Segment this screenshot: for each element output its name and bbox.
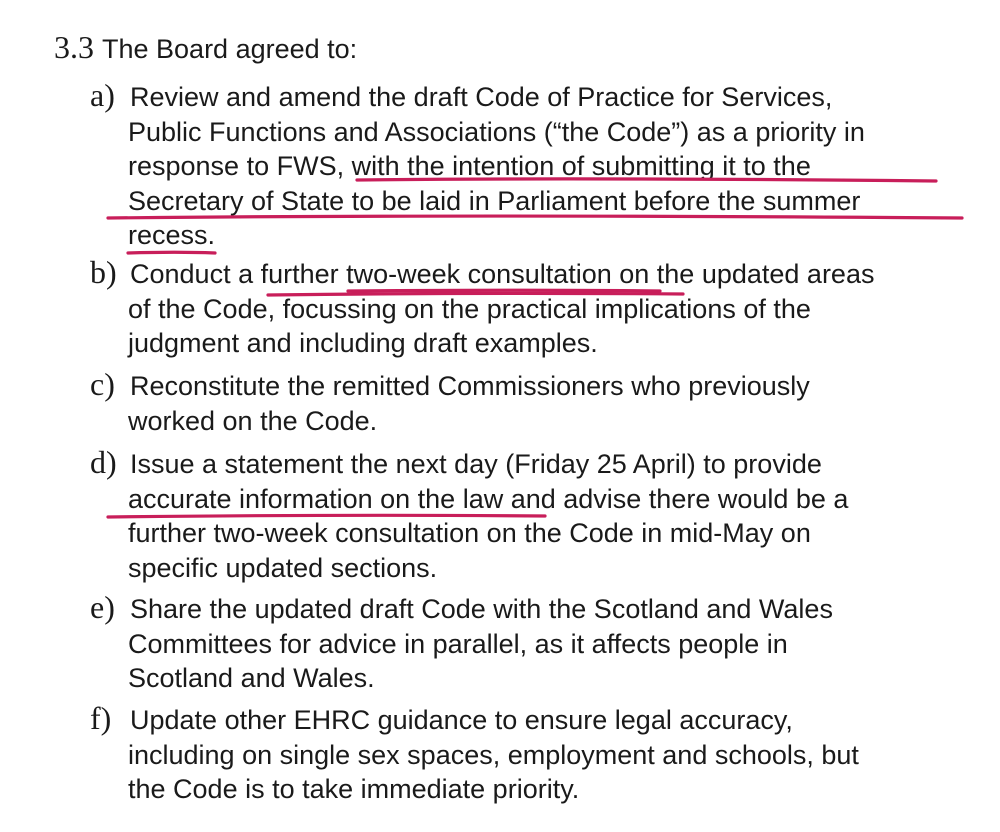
item-line: including on single sex spaces, employment and schools, but [128,739,859,770]
item-line: Conduct a further two-week consultation on the updated areas [130,259,875,289]
item-line: Scotland and Wales. [128,663,375,693]
list-item-b [90,254,970,361]
section-intro: The Board agreed to: [102,34,358,64]
item-line: judgment and including draft examples. [128,328,598,358]
item-line: response to FWS, with the intention of submitting it to the [128,151,811,181]
item-line: accurate information on the law and advise there would be a [128,483,849,514]
list-item-a [90,77,970,253]
list-item-e [90,589,970,696]
item-letter: e) [90,589,115,625]
item-line: Public Functions and Associations (“the Code”) as a priority in [128,116,865,147]
item-line: Issue a statement the next day (Friday 25 April) to provide [130,449,822,479]
item-letter: f) [90,700,112,736]
item-line: Share the updated draft Code with the Scotland and Wales [130,594,833,624]
list-item-c [90,366,970,438]
item-line: worked on the Code. [128,405,378,436]
item-line: Committees for advice in parallel, as it affects people in [128,628,788,659]
list-item-f [90,700,970,807]
item-line: Update other EHRC guidance to ensure legal accuracy, [130,705,793,735]
item-letter: b) [90,254,117,290]
section-heading [54,30,357,66]
section-number: 3.3 [54,29,94,65]
item-letter: c) [90,366,115,402]
item-letter: d) [90,444,117,480]
item-letter: a) [90,77,115,113]
list-item-d [90,444,970,585]
item-line: the Code is to take immediate priority. [128,774,580,804]
item-line: Review and amend the draft Code of Practice for Services, [130,82,833,112]
item-line: further two-week consultation on the Code in mid-May on [128,518,811,548]
item-line: specific updated sections. [128,552,438,583]
item-line: Reconstitute the remitted Commissioners who previously [130,371,810,401]
item-line: recess. [128,220,216,250]
item-line: of the Code, focussing on the practical implications of the [128,293,811,324]
item-line: Secretary of State to be laid in Parliament before the summer [128,185,861,216]
